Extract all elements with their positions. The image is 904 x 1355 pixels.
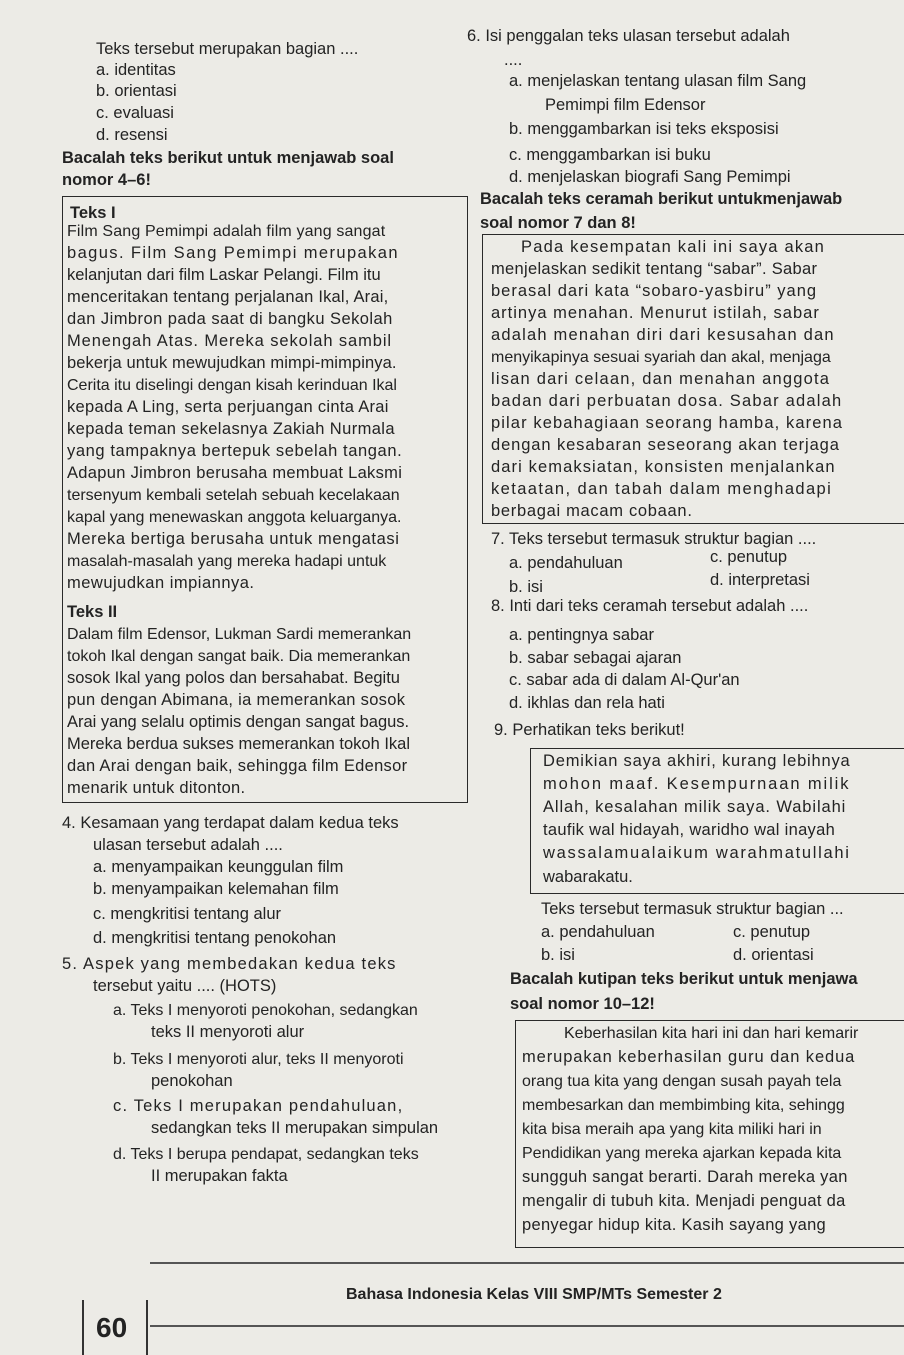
q6-option-a-cont: Pemimpi film Edensor	[545, 96, 706, 114]
q3-option-c: c. evaluasi	[96, 104, 174, 122]
closing-line: wabarakatu.	[543, 868, 633, 886]
q7-option-a: a. pendahuluan	[509, 554, 623, 572]
sabar-line: menyikapinya sesuai syariah dan akal, menjaga	[491, 349, 831, 366]
teks-2-line: menarik untuk ditonton.	[67, 779, 246, 797]
teks-1-line: masalah-masalah yang mereka hadapi untuk	[67, 553, 387, 570]
teks-1-line: kapal yang menewaskan anggota keluarganya.	[67, 509, 402, 526]
q3-stem: Teks tersebut merupakan bagian ....	[96, 40, 359, 58]
achievement-line: mengalir di tubuh kita. Menjadi penguat da	[522, 1192, 846, 1210]
q4-stem-line2: ulasan tersebut adalah ....	[93, 836, 283, 854]
sabar-line: dari kemaksiatan, konsisten menjalankan	[491, 458, 836, 476]
instruction-10-12-line2: soal nomor 10–12!	[510, 995, 655, 1013]
sabar-line: dengan kesabaran seseorang akan terjaga	[491, 436, 840, 454]
q8-option-a: a. pentingnya sabar	[509, 626, 654, 644]
achievement-line: sungguh sangat berarti. Darah mereka yan	[522, 1168, 848, 1186]
achievement-line: Pendidikan yang mereka ajarkan kepada kita	[522, 1145, 842, 1162]
q8-stem: 8. Inti dari teks ceramah tersebut adalah ....	[491, 597, 809, 615]
q7-option-c: c. penutup	[710, 548, 788, 566]
footer-edge-mark	[82, 1300, 84, 1355]
achievement-line: orang tua kita yang dengan susah payah tela	[522, 1073, 842, 1090]
footer-rule-top	[150, 1262, 904, 1264]
sabar-line: Pada kesempatan kali ini saya akan	[521, 238, 826, 256]
closing-line: Demikian saya akhiri, kurang lebihnya	[543, 752, 851, 770]
sabar-line: ketaatan, dan tabah dalam menghadapi	[491, 480, 833, 498]
q8-option-d: d. ikhlas dan rela hati	[509, 694, 665, 712]
q5-stem-line2: tersebut yaitu .... (HOTS)	[93, 977, 277, 995]
q7-option-d: d. interpretasi	[710, 571, 810, 589]
q3-option-d: d. resensi	[96, 126, 168, 144]
q5-option-a: a. Teks I menyoroti penokohan, sedangkan	[113, 1002, 418, 1019]
q7-option-b: b. isi	[509, 578, 543, 596]
q6-option-a: a. menjelaskan tentang ulasan film Sang	[509, 72, 807, 90]
instruction-7-8-line1: Bacalah teks ceramah berikut untukmenjawab	[480, 190, 843, 208]
closing-line: taufik wal hidayah, waridho wal inayah	[543, 821, 836, 839]
sabar-line: pilar kebahagiaan seorang hamba, karena	[491, 414, 844, 432]
instruction-10-12-line1: Bacalah kutipan teks berikut untuk menjawa	[510, 970, 858, 988]
q6-option-d: d. menjelaskan biografi Sang Pemimpi	[509, 168, 791, 186]
achievement-line: merupakan keberhasilan guru dan kedua	[522, 1048, 856, 1066]
teks-1-line: Mereka bertiga berusaha untuk mengatasi	[67, 530, 400, 548]
achievement-text-body	[522, 1024, 904, 1246]
q9-option-b: b. isi	[541, 946, 575, 964]
teks-1-line: menceritakan tentang perjalanan Ikal, Arai,	[67, 288, 389, 306]
teks-1-line: kelanjutan dari film Laskar Pelangi. Film itu	[67, 266, 381, 284]
teks-2-line: dan Arai dengan baik, sehingga film Edensor	[67, 757, 408, 775]
footer-title: Bahasa Indonesia Kelas VIII SMP/MTs Semester 2	[346, 1286, 722, 1303]
sabar-line: badan dari perbuatan dosa. Sabar adalah	[491, 392, 843, 410]
teks-1-line: bekerja untuk mewujudkan mimpi-mimpinya.	[67, 354, 397, 372]
achievement-line: Keberhasilan kita hari ini dan hari kemarir	[564, 1025, 859, 1042]
q8-option-b: b. sabar sebagai ajaran	[509, 649, 682, 667]
teks-2-title: Teks II	[67, 603, 118, 621]
q5-stem-line1: 5. Aspek yang membedakan kedua teks	[62, 955, 397, 973]
teks-1-title: Teks I	[70, 204, 116, 222]
sabar-line: artinya menahan. Menurut istilah, sabar	[491, 304, 820, 322]
q6-option-c: c. menggambarkan isi buku	[509, 146, 711, 164]
teks-1-line: Adapun Jimbron berusaha membuat Laksmi	[67, 464, 403, 482]
teks-2-line: Mereka berdua sukses memerankan tokoh Ikal	[67, 735, 411, 753]
teks-2-line: Arai yang selalu optimis dengan sangat bagus.	[67, 713, 410, 731]
q4-option-b: b. menyampaikan kelemahan film	[93, 880, 339, 898]
teks-1-line: bagus. Film Sang Pemimpi merupakan	[67, 244, 399, 262]
closing-line: Allah, kesalahan milik saya. Wabilahi	[543, 798, 847, 816]
achievement-line: penyegar hidup kita. Kasih sayang yang	[522, 1216, 827, 1234]
q3-option-b: b. orientasi	[96, 82, 177, 100]
teks-1-line: tersenyum kembali setelah sebuah kecelakaan	[67, 487, 400, 504]
q8-option-c: c. sabar ada di dalam Al-Qur'an	[509, 671, 740, 689]
teks-1-line: mewujudkan impiannya.	[67, 574, 255, 592]
q5-option-c-cont: sedangkan teks II merupakan simpulan	[151, 1119, 439, 1137]
q6-stem-line2: ....	[504, 51, 523, 69]
sabar-line: berbagai macam cobaan.	[491, 502, 693, 520]
closing-line: wassalamualaikum warahmatullahi	[543, 844, 851, 862]
teks-2-line: pun dengan Abimana, ia memerankan sosok	[67, 691, 406, 709]
sabar-line: adalah menahan diri dari kesusahan dan	[491, 326, 835, 344]
sabar-line: berasal dari kata “sobaro-yasbiru” yang	[491, 282, 818, 300]
q6-option-b: b. menggambarkan isi teks eksposisi	[509, 120, 779, 138]
teks-1-line: kepada teman sekelasnya Zakiah Nurmala	[67, 420, 395, 438]
teks-2-line: Dalam film Edensor, Lukman Sardi memerankan	[67, 626, 412, 643]
q5-option-c: c. Teks I merupakan pendahuluan,	[113, 1097, 404, 1115]
q9-option-a: a. pendahuluan	[541, 923, 655, 941]
instruction-4-6-line1: Bacalah teks berikut untuk menjawab soal	[62, 149, 394, 167]
teks-1-line: Cerita itu diselingi dengan kisah kerinduan Ikal	[67, 377, 397, 394]
teks-1-line: kepada A Ling, serta perjuangan cinta Arai	[67, 398, 389, 416]
q9-option-c: c. penutup	[733, 923, 811, 941]
q5-option-b: b. Teks I menyoroti alur, teks II menyoroti	[113, 1051, 404, 1068]
sabar-line: lisan dari celaan, dan menahan anggota	[491, 370, 831, 388]
instruction-4-6-line2: nomor 4–6!	[62, 171, 151, 189]
q4-option-c: c. mengkritisi tentang alur	[93, 905, 282, 923]
q5-option-d-cont: II merupakan fakta	[151, 1167, 288, 1185]
q4-option-d: d. mengkritisi tentang penokohan	[93, 929, 337, 947]
q5-option-a-cont: teks II menyoroti alur	[151, 1023, 305, 1041]
achievement-line: kita bisa meraih apa yang kita miliki hari in	[522, 1121, 822, 1138]
achievement-line: membesarkan dan membimbing kita, sehingg	[522, 1097, 845, 1114]
q7-stem: 7. Teks tersebut termasuk struktur bagian ....	[491, 530, 817, 548]
q9-stem: 9. Perhatikan teks berikut!	[494, 721, 685, 739]
q4-stem-line1: 4. Kesamaan yang terdapat dalam kedua teks	[62, 814, 399, 832]
sabar-line: menjelaskan sedikit tentang “sabar”. Sabar	[491, 260, 818, 278]
q9-option-d: d. orientasi	[733, 946, 814, 964]
teks-2-line: sosok Ikal yang polos dan bersahabat. Begitu	[67, 669, 400, 687]
q9-question: Teks tersebut termasuk struktur bagian ...	[541, 900, 844, 918]
q4-option-a: a. menyampaikan keunggulan film	[93, 858, 344, 876]
q6-stem-line1: 6. Isi penggalan teks ulasan tersebut adalah	[467, 27, 790, 45]
closing-line: mohon maaf. Kesempurnaan milik	[543, 775, 851, 793]
footer-rule-bottom	[150, 1325, 904, 1327]
page-number: 60	[96, 1312, 128, 1343]
teks-1-line: dan Jimbron pada saat di bangku Sekolah	[67, 310, 393, 328]
teks-1-line: Film Sang Pemimpi adalah film yang sangat	[67, 223, 386, 240]
q3-option-a: a. identitas	[96, 61, 176, 79]
q5-option-d: d. Teks I berupa pendapat, sedangkan teks	[113, 1146, 419, 1163]
footer-edge-mark-right	[146, 1300, 148, 1355]
instruction-7-8-line2: soal nomor 7 dan 8!	[480, 214, 636, 232]
teks-2-line: tokoh Ikal dengan sangat baik. Dia memerankan	[67, 648, 411, 665]
teks-1-line: Menengah Atas. Mereka sekolah sambil	[67, 332, 392, 350]
teks-1-line: yang tampaknya bertepuk sebelah tangan.	[67, 442, 403, 460]
q5-option-b-cont: penokohan	[151, 1072, 233, 1090]
